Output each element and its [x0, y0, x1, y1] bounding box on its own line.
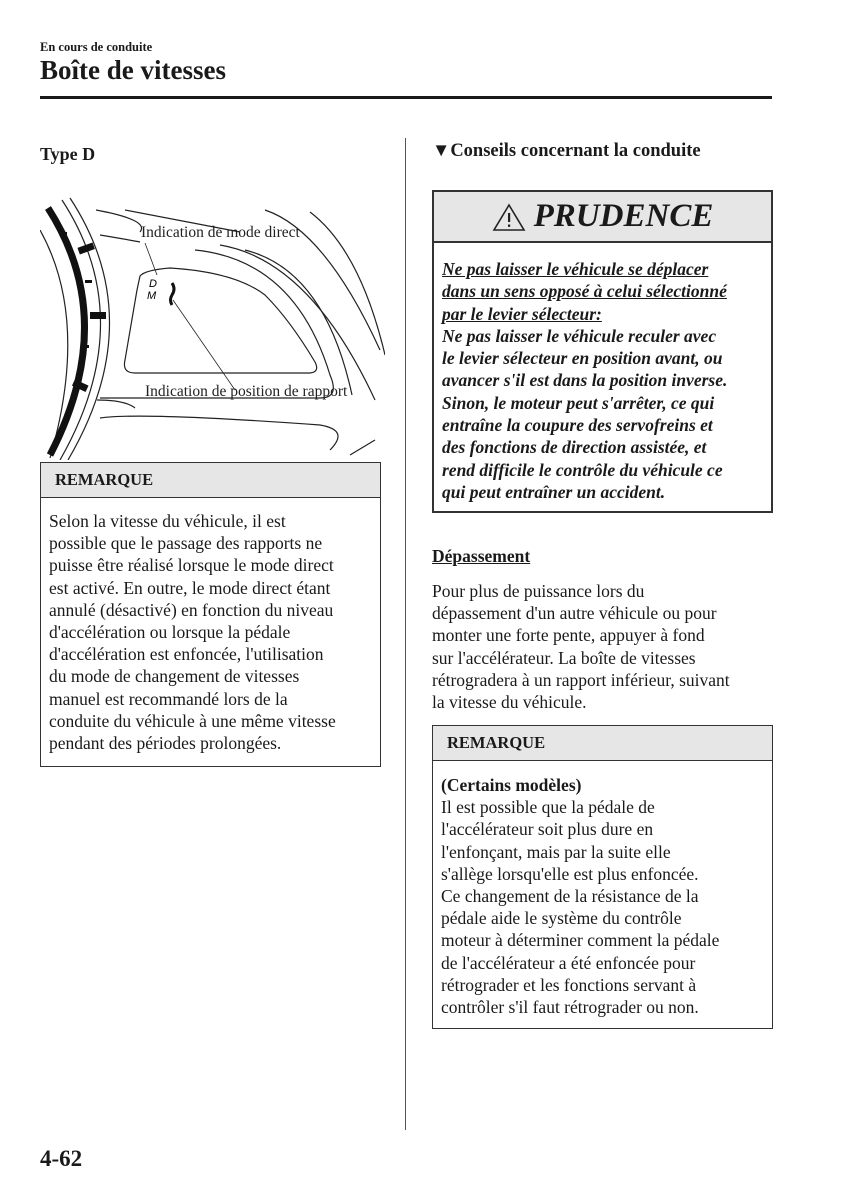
remarque-text [41, 498, 380, 754]
text-line: possible que le passage des rapports ne [49, 533, 323, 554]
text-line: par le levier sélecteur: [442, 303, 602, 324]
text-line: rétrogradera à un rapport inférieur, suivant [432, 669, 730, 690]
text-line: Ne pas laisser le véhicule se déplacer [442, 259, 709, 279]
text-line: dépassement d'un autre véhicule ou pour [432, 603, 717, 624]
indicator-d: D [149, 278, 157, 290]
text-line: dans un sens opposé à celui sélectionné [442, 281, 727, 302]
label-gear-position: Indication de position de rapport [145, 383, 348, 400]
section-label: En cours de conduite [40, 40, 153, 54]
text-line: entraîne la coupure des servofreins et [442, 415, 713, 436]
gauge-diagram [40, 190, 385, 460]
text-line: contrôler s'il faut rétrograder ou non. [441, 997, 699, 1018]
text-line: s'allège lorsqu'elle est plus enfoncée. [441, 863, 699, 884]
column-divider [405, 138, 406, 1130]
text-line: qui peut entraîner un accident. [442, 481, 666, 502]
text-line: la vitesse du véhicule. [432, 692, 587, 713]
remarque-box-left [40, 462, 381, 767]
prudence-text [434, 243, 771, 503]
text-line: du mode de changement de vitesses [49, 666, 300, 687]
text-line: pédale aide le système du contrôle [441, 908, 682, 929]
remarque-box-right [432, 725, 773, 1029]
warning-icon [492, 202, 526, 232]
depassement-text [432, 580, 730, 713]
text-line: pendant des périodes prolongées. [49, 733, 282, 754]
title-rule [40, 96, 772, 99]
page-title: Boîte de vitesses [40, 55, 226, 85]
text-line: rétrograder et les fonctions servant à [441, 974, 697, 995]
remarque-title: REMARQUE [41, 463, 380, 498]
depassement-heading: Dépassement [432, 546, 531, 566]
text-line: manuel est recommandé lors de la [49, 688, 288, 709]
triangle-down-icon: ▼ [432, 141, 451, 161]
text-line: rend difficile le contrôle du véhicule ce [442, 459, 723, 480]
indicator-m: M [147, 290, 157, 302]
remarque-title: REMARQUE [433, 726, 772, 761]
text-line: Ce changement de la résistance de la [441, 886, 699, 907]
text-line: moteur à déterminer comment la pédale [441, 930, 720, 951]
driving-tips-heading [432, 141, 701, 162]
remarque-subtitle: (Certains modèles) [441, 775, 582, 795]
text-line: l'accélérateur soit plus dure en [441, 819, 654, 840]
heading-text: Conseils concernant la conduite [450, 141, 701, 161]
text-line: Selon la vitesse du véhicule, il est [49, 511, 286, 531]
page-number: 4-62 [40, 1146, 83, 1171]
text-line: sur l'accélérateur. La boîte de vitesses [432, 647, 696, 668]
text-line: Sinon, le moteur peut s'arrêter, ce qui [442, 392, 715, 413]
text-line: avancer s'il est dans la position inverse. [442, 370, 728, 391]
text-line: annulé (désactivé) en fonction du niveau [49, 599, 334, 620]
text-line: le levier sélecteur en position avant, ou [442, 348, 723, 369]
text-line: Pour plus de puissance lors du [432, 581, 645, 601]
text-line: conduite du véhicule à une même vitesse [49, 710, 336, 731]
text-line: d'accélération est enfoncée, l'utilisation [49, 644, 324, 665]
text-line: est activé. En outre, le mode direct étant [49, 577, 331, 598]
prudence-box [432, 190, 773, 513]
text-line: Ne pas laisser le véhicule reculer avec [442, 325, 717, 346]
text-line: l'enfonçant, mais par la suite elle [441, 841, 671, 862]
label-direct-mode: Indication de mode direct [141, 224, 300, 241]
remarque-text [433, 761, 772, 1018]
text-line: de l'accélérateur a été enfoncée pour [441, 952, 696, 973]
text-line: d'accélération ou lorsque la pédale [49, 622, 291, 643]
prudence-header [434, 192, 771, 243]
prudence-title: PRUDENCE [533, 198, 714, 234]
text-line: Il est possible que la pédale de [441, 797, 655, 818]
subtitle-type-d: Type D [40, 144, 96, 164]
text-line: monter une forte pente, appuyer à fond [432, 625, 705, 646]
text-line: puisse être réalisé lorsque le mode direct [49, 555, 334, 576]
text-line: des fonctions de direction assistée, et [442, 437, 707, 458]
